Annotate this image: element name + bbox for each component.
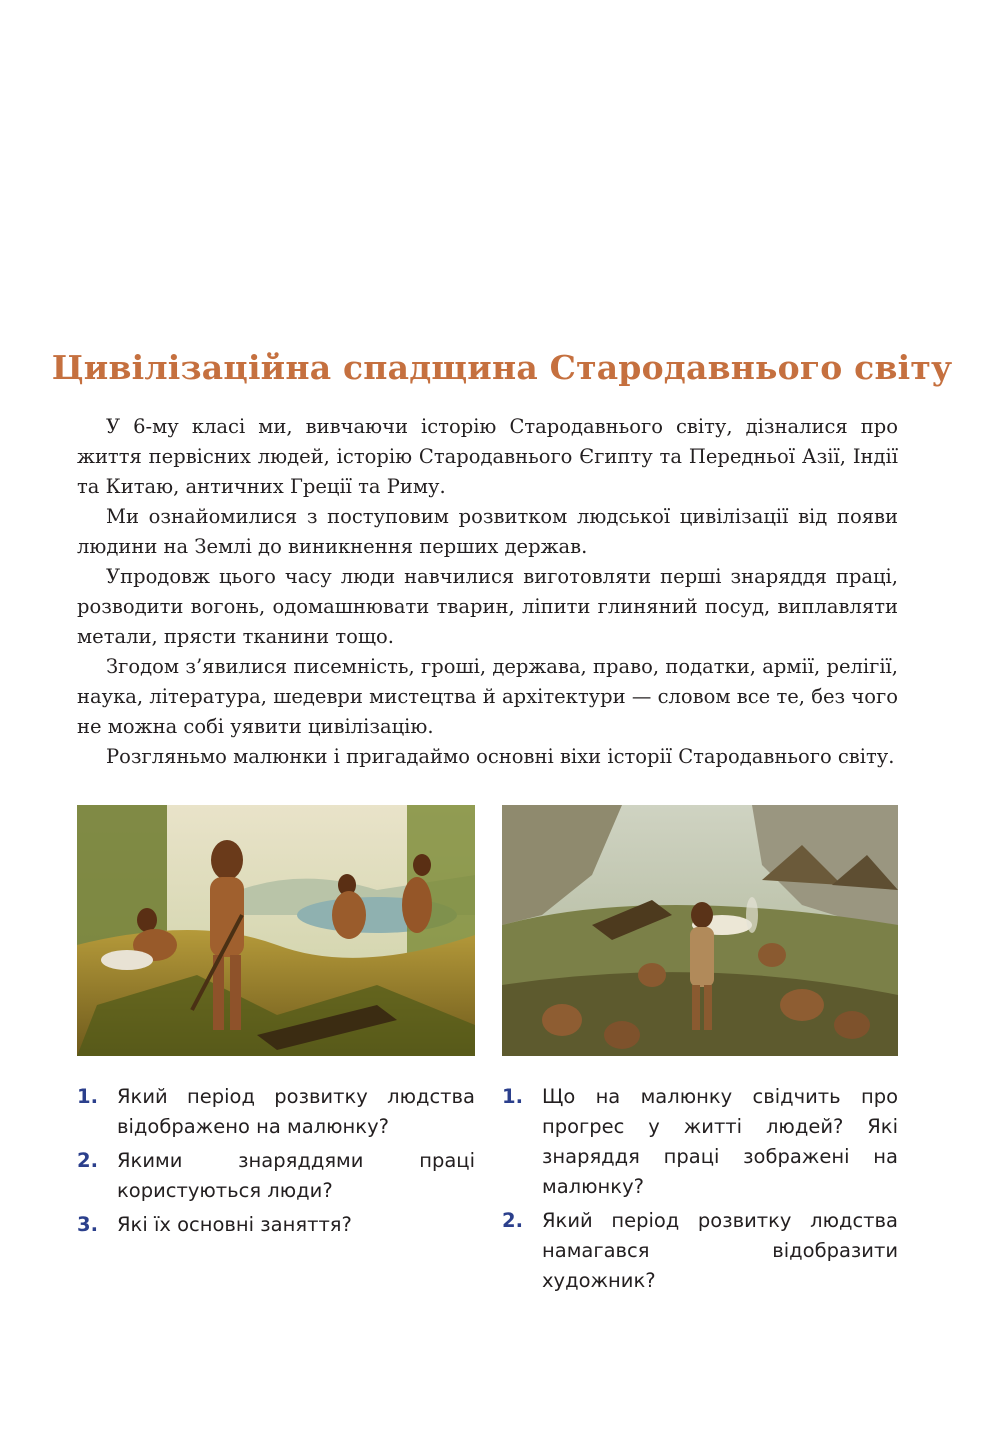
paragraph-5: Розгляньмо малюнки і пригадаймо основні віхи історії Стародавнього світу. bbox=[106, 745, 895, 768]
list-item bbox=[77, 1210, 475, 1240]
intro-text bbox=[77, 412, 898, 772]
question-text: Які їх основні заняття? bbox=[117, 1213, 352, 1236]
page-title: Цивілізаційна спадщина Стародавнього світу bbox=[51, 348, 953, 387]
question-number: 2. bbox=[77, 1149, 98, 1172]
question-number: 3. bbox=[77, 1213, 98, 1236]
list-item bbox=[502, 1082, 898, 1202]
list-item bbox=[502, 1206, 898, 1296]
list-item bbox=[77, 1082, 475, 1142]
question-text: Який період розвитку людства намагався відобразити художник? bbox=[542, 1209, 898, 1292]
right-questions bbox=[502, 1082, 898, 1300]
question-text: Що на малюнку свідчить про прогрес у житті людей? Які знаряддя праці зображені на малюнку? bbox=[542, 1085, 898, 1198]
illustration-settlement bbox=[502, 805, 898, 1056]
question-text: Який період розвитку людства відображено на малюнку? bbox=[117, 1085, 475, 1138]
paragraph-3: Упродовж цього часу люди навчилися виготовляти перші знаряддя праці, розводити вогонь, одомашнювати тварин, ліпити глиняний посуд, виплавляти метали, прясти тканини тощо. bbox=[77, 565, 898, 648]
illustration-early-humans bbox=[77, 805, 475, 1056]
question-number: 2. bbox=[502, 1209, 523, 1232]
paragraph-2: Ми ознайомилися з поступовим розвитком людської цивілізації від появи людини на Землі до виникнення перших держав. bbox=[77, 505, 898, 558]
question-number: 1. bbox=[502, 1085, 523, 1108]
paragraph-1: У 6-му класі ми, вивчаючи історію Стародавнього світу, дізналися про життя первісних людей, історію Стародавнього Єгипту та Передньої Азії, Індії та Китаю, античних Греції та Риму. bbox=[77, 415, 898, 498]
list-item bbox=[77, 1146, 475, 1206]
left-questions bbox=[77, 1082, 475, 1244]
question-text: Якими знаряддями праці користуються люди? bbox=[117, 1149, 475, 1202]
question-number: 1. bbox=[77, 1085, 98, 1108]
paragraph-4: Згодом з’явилися писемність, гроші, держава, право, податки, армії, релігії, наука, література, шедеври мистецтва й архітектури — словом все те, без чого не можна собі уявити цивілізацію. bbox=[77, 655, 898, 738]
